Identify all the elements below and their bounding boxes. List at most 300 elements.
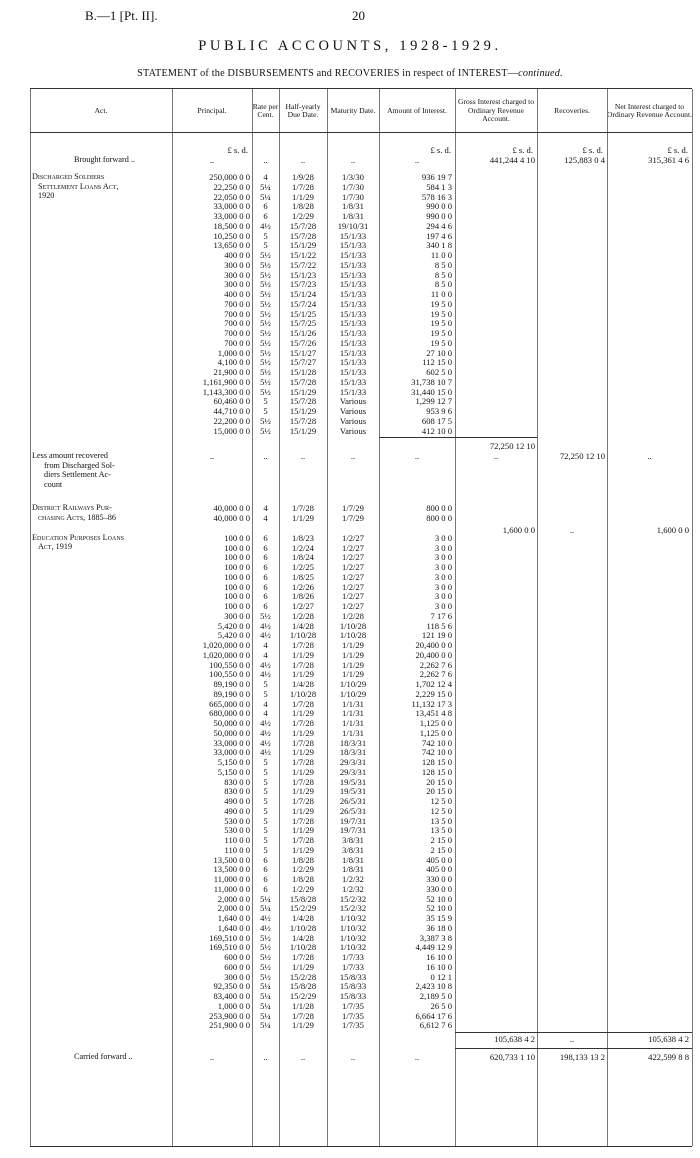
education-row-due-date: 1/4/28 <box>292 913 314 923</box>
discharged-row-amount: 31,440 15 0 <box>411 386 452 397</box>
education-row-due-date: 1/1/29 <box>292 844 314 855</box>
discharged-row-principal: 22,050 0 0 <box>213 191 250 202</box>
education-row-amount: 118 5 6 <box>426 620 452 631</box>
education-row-due-date: 1/8/28 <box>292 854 314 865</box>
discharged-row-maturity: 15/1/33 <box>339 240 367 251</box>
discharged-row-rate: 5½ <box>260 386 271 397</box>
education-row-rate: 5 <box>263 786 268 797</box>
discharged-row-due-date: 15/7/28 <box>289 396 317 407</box>
discharged-row-rate: 5½ <box>260 250 271 260</box>
education-row-amount: 0 12 1 <box>430 971 452 982</box>
education-row-maturity: 15/2/32 <box>339 893 367 904</box>
education-row-rate: 6 <box>263 601 268 611</box>
education-row-principal: 300 0 0 <box>224 971 250 982</box>
education-row-amount: 330 0 0 <box>426 883 452 894</box>
education-row-principal: 490 0 0 <box>224 796 250 806</box>
education-row-rate: 6 <box>263 854 268 865</box>
education-row-rate: 6 <box>263 552 268 563</box>
education-row-maturity: 1/8/31 <box>342 864 364 875</box>
district-row-amount: 800 0 0 <box>426 503 452 514</box>
recoveries-carried-forward: 198,133 13 2 <box>559 1052 605 1062</box>
discharged-row-amount: 31,738 10 7 <box>411 376 452 387</box>
education-row-principal: 110 0 0 <box>224 835 250 845</box>
brought-forward-label: Brought forward .. <box>74 155 135 164</box>
discharged-row-due-date: 15/7/27 <box>289 357 317 368</box>
education-row-amount: 6,664 17 6 <box>415 1010 452 1021</box>
discharged-row-amount: 197 4 6 <box>426 230 452 241</box>
discharged-row-principal: 1,161,900 0 0 <box>202 376 250 387</box>
dots: .. <box>300 155 306 165</box>
discharged-gross-total: 72,250 12 10 <box>489 441 535 452</box>
column-rule <box>379 89 380 1146</box>
education-row-maturity: 1/1/29 <box>342 649 364 660</box>
discharged-row-principal: 13,650 0 0 <box>213 240 250 251</box>
act-discharged-line: 1920 <box>38 191 55 200</box>
education-row-principal: 830 0 0 <box>224 776 250 787</box>
discharged-row-maturity: 15/1/33 <box>339 269 367 280</box>
discharged-row-principal: 700 0 0 <box>224 298 250 309</box>
col-header-amount: Amount of Interest. <box>387 105 447 115</box>
discharged-row-due-date: 1/9/28 <box>292 172 314 182</box>
education-row-due-date: 1/8/24 <box>292 552 314 563</box>
education-row-rate: 6 <box>263 864 268 875</box>
education-row-maturity: 1/2/27 <box>342 532 364 543</box>
education-row-rate: 6 <box>263 874 268 884</box>
page-title: PUBLIC ACCOUNTS, 1928-1929. <box>198 38 502 54</box>
education-row-principal: 100,550 0 0 <box>209 669 250 680</box>
discharged-row-rate: 5½ <box>260 308 271 319</box>
discharged-row-maturity: 15/1/33 <box>339 318 367 329</box>
discharged-row-principal: 33,000 0 0 <box>213 201 250 212</box>
education-row-rate: 4½ <box>260 747 271 758</box>
education-row-rate: 4 <box>263 708 268 719</box>
gross-brought-forward: 441,244 4 10 <box>489 155 535 165</box>
education-row-principal: 89,190 0 0 <box>213 688 250 699</box>
discharged-row-amount: 27 10 0 <box>426 347 452 358</box>
discharged-row-maturity: Various <box>339 406 367 416</box>
education-row-principal: 11,000 0 0 <box>213 874 250 884</box>
education-row-amount: 405 0 0 <box>426 854 452 865</box>
education-row-rate: 6 <box>263 591 268 602</box>
education-row-amount: 3,387 3 8 <box>419 932 452 943</box>
education-row-principal: 13,500 0 0 <box>213 854 250 865</box>
education-row-due-date: 1/1/29 <box>292 649 314 660</box>
education-row-principal: 33,000 0 0 <box>213 747 250 758</box>
education-row-amount: 2,423 10 8 <box>415 981 452 992</box>
discharged-row-due-date: 15/7/26 <box>289 337 317 348</box>
education-row-due-date: 1/7/28 <box>292 835 314 845</box>
discharged-row-due-date: 15/1/29 <box>289 406 317 416</box>
discharged-row-due-date: 15/7/22 <box>289 259 317 270</box>
discharged-row-due-date: 15/1/27 <box>289 347 317 358</box>
discharged-row-maturity: 1/7/30 <box>342 181 364 192</box>
education-row-principal: 92,350 0 0 <box>213 981 250 992</box>
discharged-row-rate: 5 <box>263 230 268 241</box>
education-row-principal: 251,900 0 0 <box>209 1020 250 1031</box>
education-row-rate: 5 <box>263 815 268 826</box>
education-row-maturity: 3/8/31 <box>342 844 364 855</box>
discharged-row-maturity: 15/1/33 <box>339 376 367 387</box>
discharged-row-due-date: 15/1/29 <box>289 386 317 397</box>
discharged-row-amount: 8 5 0 <box>434 259 452 270</box>
education-row-rate: 4½ <box>260 737 271 748</box>
currency-header: £ s. d. <box>512 145 533 155</box>
col-header-rate: Rate per Cent. <box>252 101 279 119</box>
education-row-amount: 16 10 0 <box>426 952 452 962</box>
education-row-maturity: 1/1/29 <box>342 640 364 650</box>
education-row-rate: 5 <box>263 835 268 845</box>
education-row-principal: 600 0 0 <box>224 961 250 972</box>
education-row-due-date: 1/10/28 <box>289 942 317 953</box>
discharged-row-amount: 11 0 0 <box>430 250 452 260</box>
education-row-principal: 2,000 0 0 <box>217 903 250 914</box>
discharged-row-maturity: 1/8/31 <box>342 211 364 221</box>
education-row-due-date: 1/7/28 <box>292 659 314 670</box>
education-row-maturity: 1/10/29 <box>339 679 367 689</box>
discharged-row-rate: 5¼ <box>260 191 271 202</box>
education-row-principal: 83,400 0 0 <box>213 991 250 1001</box>
discharged-row-maturity: 15/1/33 <box>339 367 367 377</box>
discharged-row-amount: 340 1 8 <box>426 240 452 251</box>
education-row-due-date: 1/7/28 <box>292 815 314 826</box>
education-row-amount: 20,400 0 0 <box>415 649 452 660</box>
education-row-due-date: 1/7/28 <box>292 1010 314 1021</box>
education-row-due-date: 1/1/29 <box>292 961 314 972</box>
education-row-due-date: 1/8/25 <box>292 571 314 582</box>
education-row-due-date: 1/8/23 <box>292 532 314 543</box>
education-net-total: 105,638 4 2 <box>648 1034 689 1044</box>
discharged-row-principal: 700 0 0 <box>224 308 250 319</box>
education-row-maturity: 1/10/32 <box>339 942 367 953</box>
education-row-maturity: 1/1/31 <box>342 718 364 728</box>
education-row-due-date: 1/7/28 <box>292 952 314 962</box>
education-row-rate: 5¼ <box>260 981 271 992</box>
education-row-due-date: 1/7/28 <box>292 796 314 806</box>
education-row-principal: 490 0 0 <box>224 805 250 816</box>
dots: .. <box>209 155 215 165</box>
discharged-row-amount: 19 5 0 <box>430 328 452 338</box>
education-row-rate: 4½ <box>260 913 271 923</box>
discharged-row-rate: 5½ <box>260 279 271 290</box>
education-row-principal: 1,020,000 0 0 <box>202 649 250 660</box>
discharged-row-rate: 5½ <box>260 337 271 348</box>
education-row-due-date: 1/10/28 <box>289 688 317 699</box>
discharged-row-amount: 990 0 0 <box>426 201 452 212</box>
district-recoveries: .. <box>569 524 575 535</box>
education-row-principal: 169,510 0 0 <box>209 942 250 953</box>
discharged-row-maturity: 15/1/33 <box>339 250 367 260</box>
education-row-due-date: 1/10/28 <box>289 922 317 933</box>
education-row-amount: 52 10 0 <box>426 893 452 904</box>
dots: .. <box>493 451 499 462</box>
education-row-maturity: 15/2/32 <box>339 903 367 914</box>
education-row-amount: 128 15 0 <box>421 766 452 777</box>
currency-header: £ s. d. <box>430 145 451 155</box>
education-row-principal: 100,550 0 0 <box>209 659 250 670</box>
education-row-principal: 50,000 0 0 <box>213 718 250 728</box>
education-row-maturity: 19/5/31 <box>339 786 367 797</box>
net-brought-forward: 315,361 4 6 <box>648 155 689 165</box>
education-row-due-date: 1/2/29 <box>292 864 314 875</box>
subtotal-rule <box>455 1032 692 1033</box>
district-row-due-date: 1/7/28 <box>292 503 314 514</box>
education-row-maturity: 15/8/33 <box>339 971 367 982</box>
education-row-rate: 5½ <box>260 610 271 621</box>
column-rule <box>30 89 31 1146</box>
education-row-amount: 7 17 6 <box>430 610 452 621</box>
education-row-principal: 89,190 0 0 <box>213 679 250 689</box>
education-row-maturity: 1/7/35 <box>342 1000 364 1011</box>
education-row-due-date: 1/2/29 <box>292 883 314 894</box>
education-row-principal: 100 0 0 <box>224 552 250 563</box>
education-row-maturity: 1/1/31 <box>342 727 364 738</box>
column-rule <box>692 89 693 1146</box>
discharged-row-principal: 22,250 0 0 <box>213 181 250 192</box>
district-row-maturity: 1/7/29 <box>342 513 364 523</box>
education-row-amount: 3 0 0 <box>434 571 452 582</box>
education-recoveries: .. <box>569 1034 575 1044</box>
discharged-row-principal: 700 0 0 <box>224 328 250 338</box>
education-row-maturity: 1/8/31 <box>342 854 364 865</box>
education-row-rate: 5 <box>263 688 268 699</box>
education-row-principal: 100 0 0 <box>224 542 250 553</box>
education-row-amount: 742 10 0 <box>421 747 452 758</box>
education-row-due-date: 1/2/27 <box>292 601 314 611</box>
currency-header: £ s. d. <box>667 145 688 155</box>
education-row-maturity: 19/5/31 <box>339 776 367 787</box>
education-row-rate: 5½ <box>260 961 271 972</box>
discharged-row-maturity: 15/1/33 <box>339 308 367 319</box>
education-row-amount: 26 5 0 <box>430 1000 452 1011</box>
education-row-principal: 1,640 0 0 <box>217 913 250 923</box>
education-row-due-date: 1/7/28 <box>292 640 314 650</box>
dots: .. <box>414 1052 420 1062</box>
education-row-maturity: 1/2/27 <box>342 542 364 553</box>
district-row-due-date: 1/1/29 <box>292 513 314 523</box>
education-row-maturity: 1/7/35 <box>342 1020 364 1031</box>
discharged-row-due-date: 1/1/29 <box>292 191 314 202</box>
dots: .. <box>263 155 268 165</box>
education-row-rate: 4½ <box>260 727 271 738</box>
discharged-row-due-date: 15/7/23 <box>289 279 317 290</box>
education-row-rate: 5 <box>263 679 268 689</box>
education-row-amount: 4,449 12 9 <box>415 942 452 953</box>
discharged-row-amount: 578 16 3 <box>421 191 452 202</box>
education-row-amount: 1,702 12 4 <box>415 679 452 689</box>
carried-forward-label: Carried forward .. <box>74 1052 133 1061</box>
education-row-maturity: 1/2/27 <box>342 601 364 611</box>
education-row-due-date: 1/7/28 <box>292 757 314 767</box>
education-row-principal: 5,420 0 0 <box>217 620 250 631</box>
discharged-row-maturity: Various <box>339 396 367 407</box>
education-row-principal: 100 0 0 <box>224 571 250 582</box>
discharged-row-amount: 608 17 5 <box>421 415 452 426</box>
discharged-row-maturity: 1/7/30 <box>342 191 364 202</box>
discharged-row-amount: 1,299 12 7 <box>415 396 452 407</box>
dots: .. <box>263 451 268 462</box>
discharged-row-rate: 5½ <box>260 367 271 377</box>
page-subtitle <box>0 68 700 79</box>
education-row-due-date: 1/4/28 <box>292 620 314 631</box>
education-row-amount: 3 0 0 <box>434 532 452 543</box>
discharged-row-principal: 44,710 0 0 <box>213 406 250 416</box>
education-row-amount: 3 0 0 <box>434 591 452 602</box>
education-row-principal: 110 0 0 <box>224 844 250 855</box>
dots: .. <box>414 155 420 165</box>
total-rule <box>455 1048 692 1049</box>
discharged-row-principal: 60,460 0 0 <box>213 396 250 407</box>
header-rule <box>30 132 692 133</box>
discharged-row-principal: 300 0 0 <box>224 259 250 270</box>
education-row-amount: 52 10 0 <box>426 903 452 914</box>
education-row-principal: 300 0 0 <box>224 610 250 621</box>
discharged-row-principal: 400 0 0 <box>224 289 250 299</box>
education-row-due-date: 15/8/28 <box>289 981 317 992</box>
education-row-principal: 1,000 0 0 <box>217 1000 250 1011</box>
education-row-maturity: 1/10/29 <box>339 688 367 699</box>
education-row-principal: 169,510 0 0 <box>209 932 250 943</box>
education-row-due-date: 1/1/29 <box>292 786 314 797</box>
discharged-row-rate: 5 <box>263 406 268 416</box>
discharged-row-rate: 5½ <box>260 328 271 338</box>
education-row-amount: 405 0 0 <box>426 864 452 875</box>
education-row-principal: 530 0 0 <box>224 815 250 826</box>
education-row-amount: 11,132 17 3 <box>411 698 452 709</box>
education-row-due-date: 15/2/28 <box>289 971 317 982</box>
discharged-row-rate: 5½ <box>260 376 271 387</box>
education-row-principal: 100 0 0 <box>224 581 250 592</box>
discharged-row-principal: 300 0 0 <box>224 269 250 280</box>
currency-header: £ s. d. <box>582 145 603 155</box>
education-row-rate: 5 <box>263 796 268 806</box>
discharged-row-principal: 1,143,300 0 0 <box>202 386 250 397</box>
education-row-amount: 1,125 0 0 <box>419 727 452 738</box>
discharged-row-rate: 6 <box>263 211 268 221</box>
education-row-rate: 5 <box>263 766 268 777</box>
education-row-due-date: 1/8/28 <box>292 874 314 884</box>
discharged-row-amount: 953 9 6 <box>426 406 452 416</box>
education-row-maturity: 3/8/31 <box>342 835 364 845</box>
education-row-maturity: 1/1/31 <box>342 708 364 719</box>
discharged-row-due-date: 15/1/29 <box>289 425 317 436</box>
dots: .. <box>300 451 306 462</box>
discharged-row-maturity: 15/1/33 <box>339 337 367 348</box>
col-header-act: Act. <box>94 105 108 115</box>
education-row-principal: 1,640 0 0 <box>217 922 250 933</box>
gross-carried-forward: 620,733 1 10 <box>489 1052 535 1062</box>
education-row-amount: 20 15 0 <box>426 776 452 787</box>
discharged-row-principal: 250,000 0 0 <box>209 172 250 182</box>
discharged-row-rate: 5½ <box>260 425 271 436</box>
education-row-maturity: 1/7/33 <box>342 961 364 972</box>
education-row-due-date: 1/7/28 <box>292 737 314 748</box>
education-row-principal: 680,000 0 0 <box>209 708 250 719</box>
discharged-row-principal: 15,000 0 0 <box>213 425 250 436</box>
discharged-row-rate: 5½ <box>260 318 271 329</box>
discharged-row-maturity: Various <box>339 415 367 426</box>
discharged-row-principal: 1,000 0 0 <box>217 347 250 358</box>
education-row-principal: 600 0 0 <box>224 952 250 962</box>
recoveries-brought-forward: 125,883 0 4 <box>564 155 605 165</box>
col-header-gross: Gross Interest charged to Ordinary Revenue Account. <box>458 97 534 124</box>
education-row-maturity: 15/8/33 <box>339 991 367 1001</box>
discharged-row-rate: 5½ <box>260 298 271 309</box>
discharged-row-principal: 700 0 0 <box>224 337 250 348</box>
education-row-due-date: 1/4/28 <box>292 679 314 689</box>
discharged-row-maturity: Various <box>339 425 367 436</box>
education-row-maturity: 1/10/32 <box>339 922 367 933</box>
discharged-row-due-date: 15/7/28 <box>289 230 317 241</box>
education-row-maturity: 18/3/31 <box>339 747 367 758</box>
education-row-amount: 2,262 7 6 <box>419 659 452 670</box>
education-row-amount: 20 15 0 <box>426 786 452 797</box>
education-row-amount: 6,612 7 6 <box>419 1020 452 1031</box>
act-district-railways-line: District Railways Pur- <box>32 503 112 513</box>
col-header-principal: Principal. <box>197 105 227 115</box>
education-row-principal: 2,000 0 0 <box>217 893 250 904</box>
education-row-principal: 530 0 0 <box>224 825 250 836</box>
education-row-rate: 4½ <box>260 620 271 631</box>
education-row-maturity: 1/10/32 <box>339 932 367 943</box>
net-carried-forward: 422,599 8 8 <box>648 1052 689 1062</box>
act-discharged-line: Settlement Loans Act, <box>38 181 119 191</box>
discharged-row-amount: 8 5 0 <box>434 269 452 280</box>
discharged-row-principal: 10,250 0 0 <box>213 230 250 241</box>
education-row-amount: 1,125 0 0 <box>419 718 452 728</box>
education-row-amount: 3 0 0 <box>434 581 452 592</box>
district-row-maturity: 1/7/29 <box>342 503 364 514</box>
act-less-recovered-line: diers Settlement Ac- <box>44 470 111 480</box>
discharged-row-rate: 4½ <box>260 220 271 231</box>
discharged-row-maturity: 15/1/33 <box>339 259 367 270</box>
education-row-due-date: 1/1/29 <box>292 708 314 719</box>
education-row-amount: 13 5 0 <box>430 825 452 836</box>
education-row-rate: 5½ <box>260 971 271 982</box>
col-header-due-date: Half-yearly Due Date. <box>285 101 321 119</box>
act-district-railways-line: chasing Acts, 1885–86 <box>38 512 116 522</box>
education-row-due-date: 1/1/29 <box>292 1020 314 1031</box>
act-less-recovered-line: Less amount recovered <box>32 451 108 461</box>
discharged-row-amount: 294 4 6 <box>426 220 452 231</box>
discharged-row-due-date: 15/7/28 <box>289 220 317 231</box>
education-row-due-date: 1/1/29 <box>292 747 314 758</box>
discharged-row-amount: 11 0 0 <box>430 289 452 299</box>
district-gross-total: 1,600 0 0 <box>502 524 535 535</box>
discharged-row-due-date: 1/7/28 <box>292 181 314 192</box>
education-row-due-date: 1/2/26 <box>292 581 314 592</box>
education-row-rate: 6 <box>263 883 268 894</box>
education-row-maturity: 18/3/31 <box>339 737 367 748</box>
discharged-row-due-date: 15/7/28 <box>289 376 317 387</box>
discharged-row-amount: 19 5 0 <box>430 298 452 309</box>
education-row-rate: 4 <box>263 649 268 660</box>
district-net-total: 1,600 0 0 <box>656 524 689 535</box>
education-row-rate: 5¼ <box>260 893 271 904</box>
act-education-line: Education Purposes Loans <box>32 532 124 542</box>
education-row-amount: 121 19 0 <box>421 630 452 641</box>
discharged-row-amount: 19 5 0 <box>430 337 452 348</box>
education-row-amount: 35 15 9 <box>426 913 452 923</box>
education-row-due-date: 1/2/25 <box>292 562 314 572</box>
education-row-due-date: 1/4/28 <box>292 932 314 943</box>
discharged-row-amount: 990 0 0 <box>426 211 452 221</box>
education-row-amount: 13 5 0 <box>430 815 452 826</box>
education-row-rate: 5 <box>263 757 268 767</box>
education-row-principal: 100 0 0 <box>224 591 250 602</box>
discharged-row-rate: 5½ <box>260 259 271 270</box>
education-row-due-date: 15/2/29 <box>289 991 317 1001</box>
dots: .. <box>350 155 356 165</box>
